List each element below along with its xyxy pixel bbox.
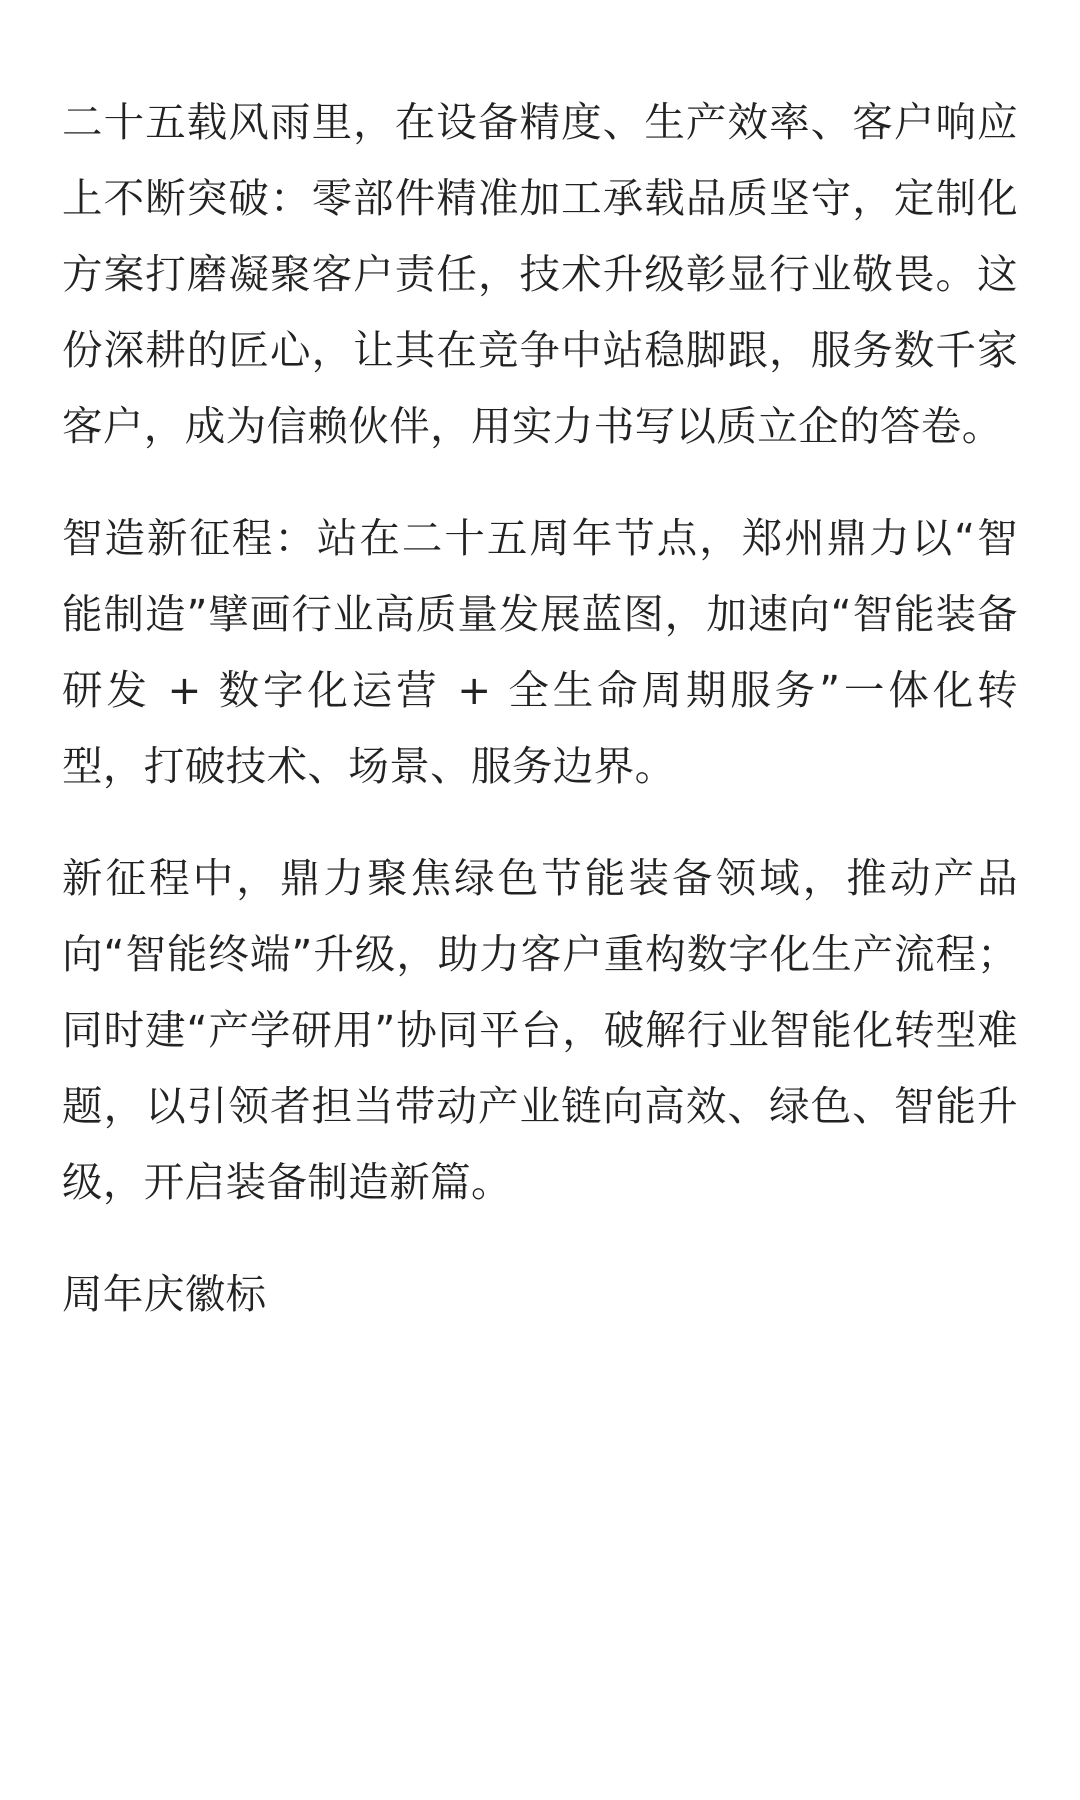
paragraph-smart-manufacturing: 智造新征程：站在二十五周年节点，郑州鼎力以“智能制造”擘画行业高质量发展蓝图，加速向“智能装备研发 + 数字化运营 + 全生命周期服务”一体化转型，打破技术、场景、服务边界。 [62, 514, 1018, 790]
paragraph-craftsmanship: 二十五载风雨里，在设备精度、生产效率、客户响应上不断突破：零部件精准加工承载品质坚守，定制化方案打磨凝聚客户责任，技术升级彰显行业敬畏。这份深耕的匠心，让其在竞争中站稳脚跟，服务数千家客户，成为信赖伙伴，用实力书写以质立企的答卷。 [62, 98, 1018, 450]
anniversary-logo-caption: 周年庆徽标 [62, 1270, 267, 1318]
paragraph-new-journey: 新征程中，鼎力聚焦绿色节能装备领域，推动产品向“智能终端”升级，助力客户重构数字化生产流程；同时建“产学研用”协同平台，破解行业智能化转型难题，以引领者担当带动产业链向高效、绿色、智能升级，开启装备制造新篇。 [62, 854, 1018, 1206]
article-body [62, 84, 1018, 1332]
